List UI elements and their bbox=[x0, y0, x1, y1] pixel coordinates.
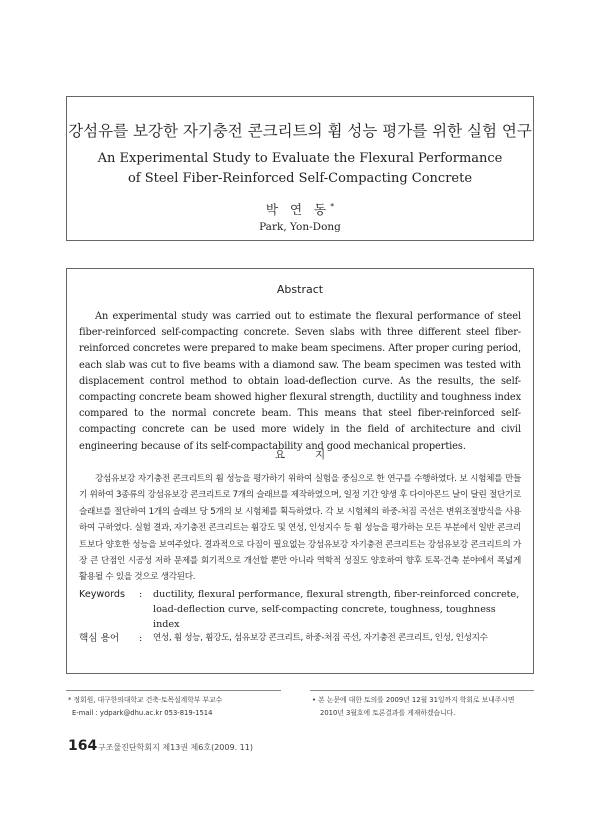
journal-info: 구조물진단학회지 제13권 제6호(2009. 11) bbox=[98, 743, 253, 752]
author-footnote-mark: * bbox=[330, 201, 335, 211]
keywords-colon: : bbox=[139, 589, 143, 600]
korean-abstract-heading: 요지 bbox=[274, 449, 356, 461]
keywords-kr-colon: : bbox=[139, 633, 143, 644]
title-box bbox=[66, 96, 534, 241]
keywords-text: ductility, flexural performance, flexural strength, fiber-reinforced concrete, load-deflection curve, self-compacting concrete, toughness, toughness index bbox=[153, 589, 520, 630]
footnote-email: E-mail : ydpark@dhu.ac.kr 053-819-1514 bbox=[72, 709, 213, 717]
footnote-discussion-2: 2010년 3월호에 토론결과를 게재하겠습니다. bbox=[320, 709, 456, 717]
keywords-row bbox=[79, 587, 523, 632]
keywords-kr-text: 연성, 휨 성능, 휨강도, 섬유보강 콘크리트, 하중-처짐 곡선, 자기충전 콘크리트, 인성, 인성지수 bbox=[153, 633, 488, 643]
korean-abstract-text: 강섬유보강 자기충전 콘크리트의 휨 성능을 평가하기 위하여 실험을 중심으로 한 연구를 수행하였다. 보 시험체를 만들기 위하여 3종류의 강섬유보강 콘크리트로 7개의 슬래브를 제작하였으며, 일정 기간 양생 후 다이아몬드 날이 달린 절단기로 슬래브를 절단하여 1개의 슬래브 당 5개의 보 시험체를 획득하였다. 각 보 시험체의 하중-처짐 곡선은 변위조절방식을 사용하여 구하였다. 실험 결과, 자기충전 콘크리트는 휨강도 및 연성, 인성지수 등 휨 성능을 평가하는 모든 부분에서 일반 콘크리트보다 양호한 성능을 보여주었다. 결과적으로 다짐이 필요없는 강섬유보강 자기충전 콘크리트는 강섬유보강 콘크리트의 가장 큰 단점인 시공성 저하 문제를 회기적으로 개선할 뿐만 아니라 역학적 성질도 양호하여 향후 토목·건축 분야에서 폭넓게 활용될 수 있을 것으로 생각된다. bbox=[79, 474, 521, 583]
footnote-left bbox=[68, 694, 222, 720]
keywords-label: Keywords bbox=[79, 589, 125, 600]
author-korean-name: 박 연 동 bbox=[265, 202, 331, 217]
keywords-kr-row bbox=[79, 631, 523, 646]
footnote-affiliation: * 정회원, 대구한의대학교 건축·토목설계학부 부교수 bbox=[68, 696, 223, 704]
page-number: 164 bbox=[68, 738, 98, 754]
abstract-text: An experimental study was carried out to estimate the flexural performance of steel fiber-reinforced self-compacting concrete. Seven slabs with three different steel fiber-reinforced concretes were prepared to make beam specimens. After proper curing period, each slab was cut to five beams with a diamond saw. The beam specimen was tested with displacement control method to obtain load-deflection curve. As the results, the self-compacting concrete beam showed higher flexural strength, ductility and toughness index compared to the normal concrete beam. This means that steel fiber-reinforced self-compacting concrete can be used more widely in the field of architecture and civil engineering because of its self-compactability and good mechanical properties. bbox=[79, 311, 521, 452]
english-title-line-1: An Experimental Study to Evaluate the Flexural Performance bbox=[97, 151, 503, 166]
author-english: Park, Yon-Dong bbox=[259, 221, 341, 233]
footnote-divider-right bbox=[310, 690, 534, 691]
keywords-kr-label: 핵심 용어 bbox=[79, 633, 120, 644]
author-korean bbox=[67, 200, 533, 218]
english-title-line-2: of Steel Fiber-Reinforced Self-Compacting Concrete bbox=[127, 171, 473, 186]
english-title bbox=[67, 149, 533, 189]
footnote-right bbox=[312, 694, 515, 720]
korean-title: 강섬유를 보강한 자기충전 콘크리트의 휨 성능 평가를 위한 실험 연구 bbox=[68, 122, 532, 140]
footnote-divider-left bbox=[66, 690, 281, 691]
abstract-heading: Abstract bbox=[276, 283, 324, 296]
abstract-box bbox=[66, 268, 534, 674]
footnote-discussion-1: • 본 논문에 대한 토의를 2009년 12월 31일까지 학회로 보내주시면 bbox=[312, 696, 515, 704]
